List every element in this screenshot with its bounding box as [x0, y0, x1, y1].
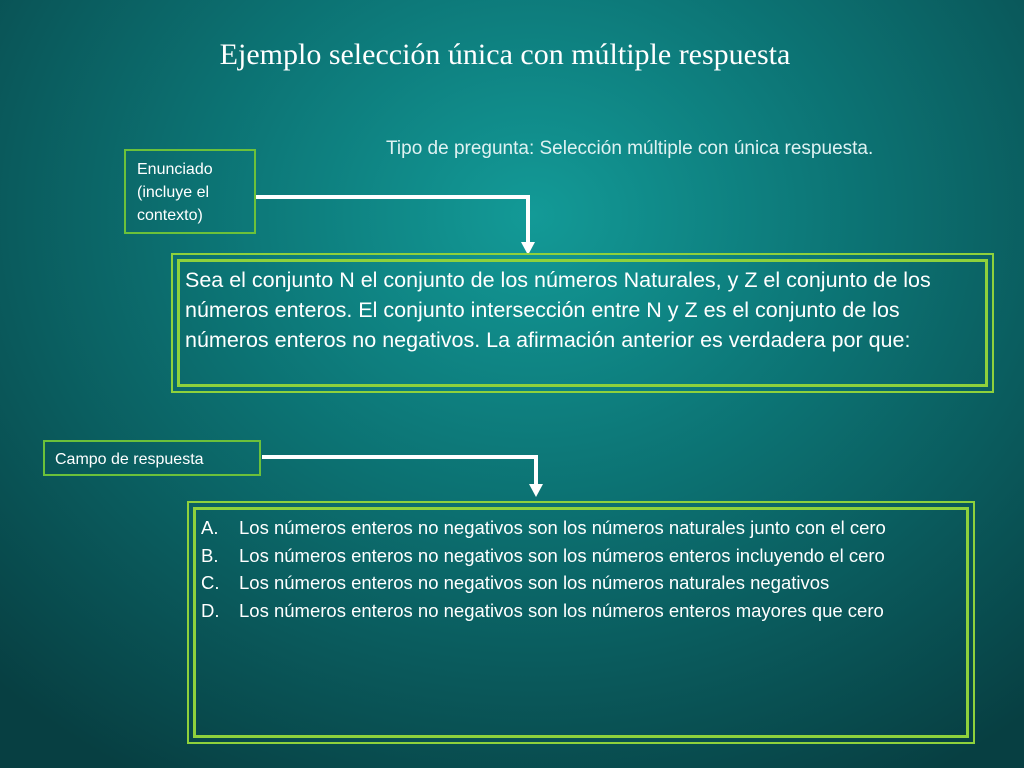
- answer-option-letter: A.: [201, 517, 219, 538]
- answer-option-c: [201, 569, 961, 597]
- answer-option-letter: B.: [201, 544, 219, 566]
- answer-option-text: Los números enteros no negativos son los números enteros incluyendo el cero: [239, 544, 885, 566]
- stem-frame: [171, 253, 994, 393]
- answer-option-text: Los números enteros no negativos son los números naturales junto con el cero: [239, 517, 886, 538]
- label-enunciado-line-1: Enunciado: [137, 161, 213, 178]
- answer-options-list: [201, 514, 961, 624]
- answer-option-text: Los números enteros no negativos son los números enteros mayores que cero: [239, 599, 884, 621]
- answer-option-letter: D.: [201, 599, 220, 621]
- slide-title: Ejemplo selección única con múltiple respuesta: [219, 38, 791, 71]
- answer-option-text: Los números enteros no negativos son los números naturales negativos: [239, 572, 830, 593]
- arrow-campo-to-answers: [262, 457, 543, 497]
- arrow-enunciado-to-stem: [256, 197, 535, 255]
- question-type-note: Tipo de pregunta: Selección múltiple con única respuesta.: [386, 138, 874, 159]
- label-enunciado-line-3: contexto): [137, 207, 203, 224]
- label-enunciado-line-2: (incluye el: [137, 184, 210, 201]
- answer-option-a: [201, 514, 961, 542]
- answer-option-b: [201, 542, 961, 570]
- answer-option-letter: C.: [201, 572, 220, 593]
- stem-text: Sea el conjunto N el conjunto de los números Naturales, y Z el conjunto de los números enteros. El conjunto intersección entre N y Z es el conjunto de los números enteros no negativos. La afirmación anterior es verdadera por que:: [185, 268, 931, 352]
- answer-option-d: [201, 597, 961, 625]
- answers-frame: [187, 501, 975, 744]
- label-campo-respuesta: Campo de respuesta: [43, 440, 261, 476]
